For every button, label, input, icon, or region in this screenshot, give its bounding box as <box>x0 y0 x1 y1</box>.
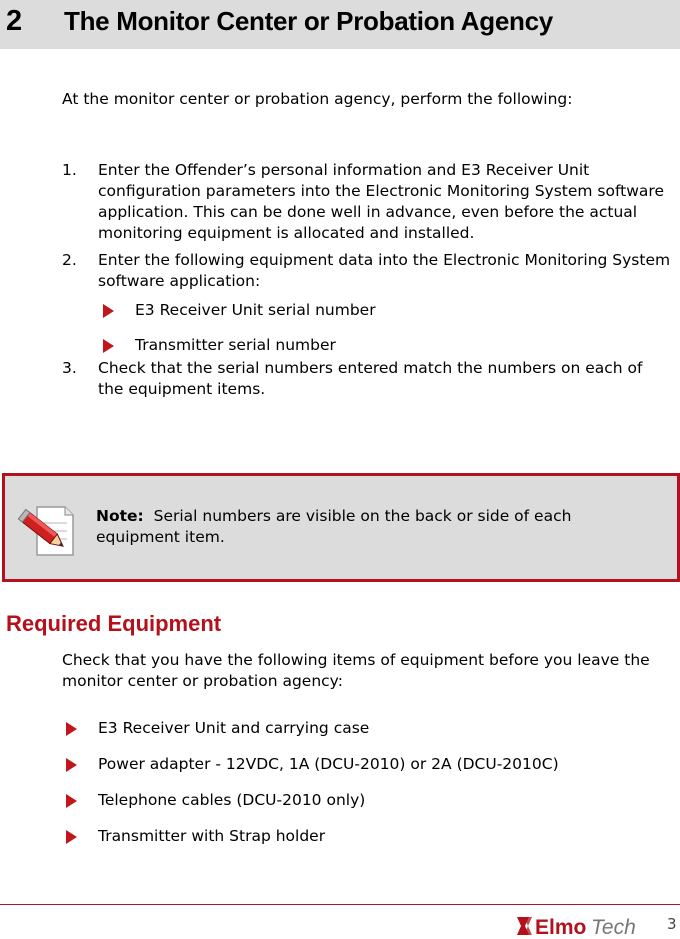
equipment-item-text: E3 Receiver Unit and carrying case <box>98 719 370 737</box>
chapter-header <box>0 0 680 49</box>
step-item <box>62 160 672 244</box>
equipment-item-text: Transmitter with Strap holder <box>98 827 326 845</box>
triangle-bullet-icon <box>66 794 77 808</box>
note-box <box>2 473 680 582</box>
svg-text:Elmo: Elmo <box>535 916 587 939</box>
equipment-list <box>62 718 680 862</box>
triangle-bullet-icon <box>103 304 114 318</box>
sub-item-text: Transmitter serial number <box>135 336 336 354</box>
step-number: 3. <box>62 359 77 377</box>
step-text: Check that the serial numbers entered match the numbers on each of the equipment items. <box>98 359 643 398</box>
pencil-note-icon <box>17 501 77 559</box>
equipment-item-text: Telephone cables (DCU-2010 only) <box>98 791 366 809</box>
note-label: Note: <box>96 507 144 525</box>
equipment-item <box>62 790 680 811</box>
triangle-bullet-icon <box>103 339 114 353</box>
step-text: Enter the following equipment data into the Electronic Monitoring System software application: <box>98 251 671 290</box>
triangle-bullet-icon <box>66 722 77 736</box>
sub-item <box>98 300 672 321</box>
section-heading: Required Equipment <box>6 611 222 636</box>
sub-item <box>98 335 672 356</box>
triangle-bullet-icon <box>66 830 77 844</box>
svg-text:Tech: Tech <box>591 916 636 939</box>
step-number: 1. <box>62 161 77 179</box>
sub-list <box>98 300 672 356</box>
equipment-item-text: Power adapter - 12VDC, 1A (DCU-2010) or 2A (DCU-2010C) <box>98 755 559 773</box>
chapter-number: 2 <box>6 5 23 37</box>
step-text: Enter the Offender’s personal information and E3 Receiver Unit configuration parameters into the Electronic Monitoring System software application. This can be done well in advance, even before the actual monitoring equipment is allocated and installed. <box>98 161 664 242</box>
equipment-item <box>62 826 680 847</box>
sub-item-text: E3 Receiver Unit serial number <box>135 301 376 319</box>
note-body: Serial numbers are visible on the back or side of each equipment item. <box>96 507 572 546</box>
section-intro: Check that you have the following items of equipment before you leave the monitor center or probation agency: <box>62 651 650 690</box>
intro-paragraph: At the monitor center or probation agency, perform the following: <box>62 90 573 108</box>
step-item <box>62 250 672 356</box>
page-number: 3 <box>667 915 677 933</box>
elmotech-logo <box>515 913 663 939</box>
step-item <box>62 358 672 400</box>
note-text <box>96 506 656 548</box>
step-number: 2. <box>62 251 77 269</box>
equipment-item <box>62 754 680 775</box>
equipment-item <box>62 718 680 739</box>
chapter-title: The Monitor Center or Probation Agency <box>64 6 553 36</box>
triangle-bullet-icon <box>66 758 77 772</box>
footer-divider <box>0 904 680 905</box>
steps-list <box>62 160 672 406</box>
